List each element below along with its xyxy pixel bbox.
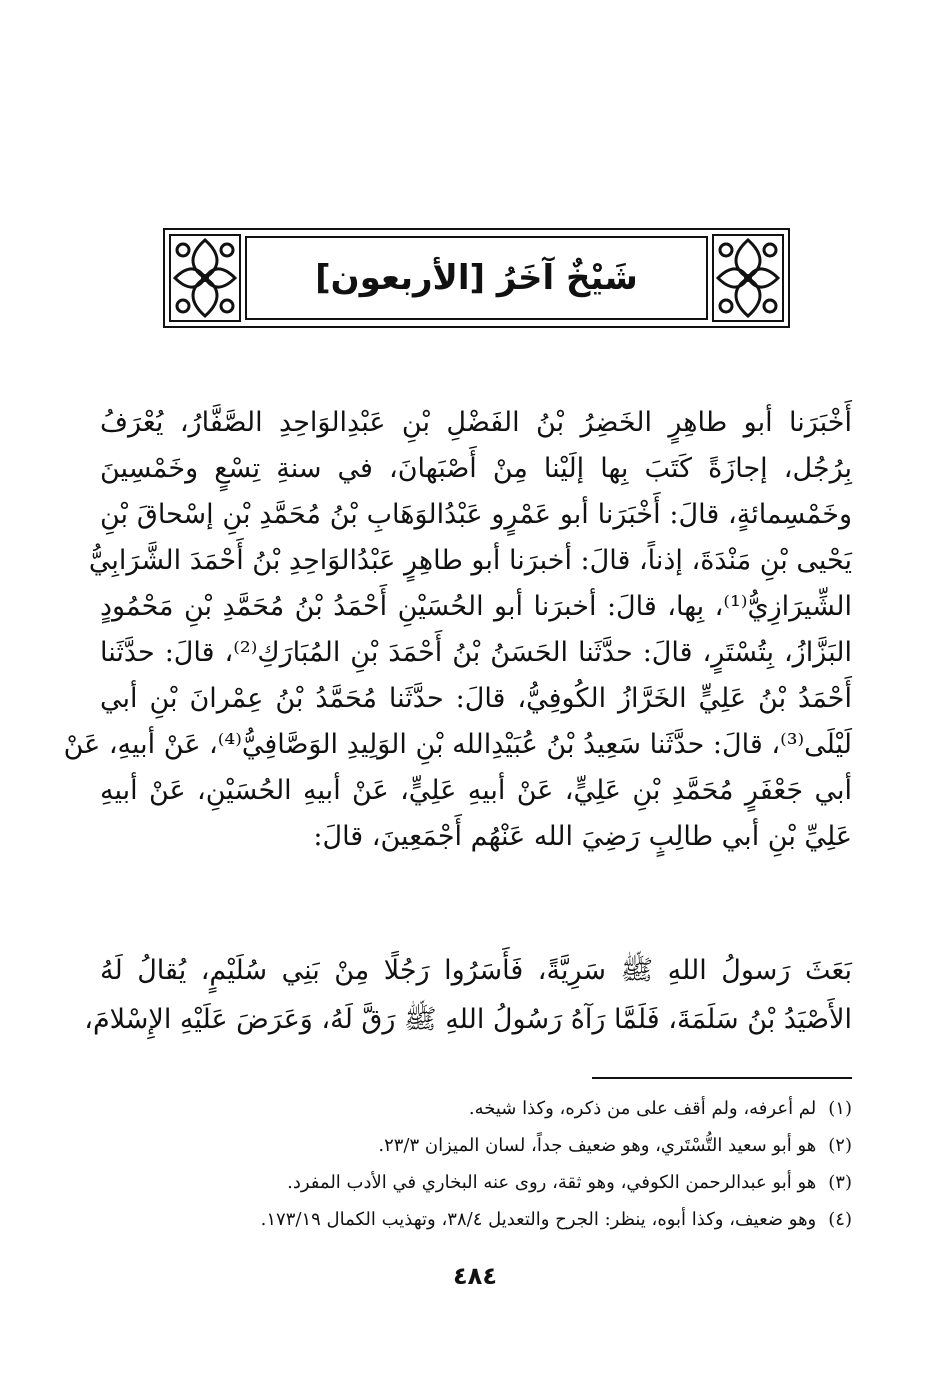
chapter-title: شَيْخٌ آخَرُ [الأربعون] bbox=[315, 258, 638, 298]
footnote bbox=[100, 1201, 852, 1238]
footnote-text: هو أبو سعيد التُّسْتَري، وهو ضعيف جداً، لسان الميزان ٢٣/٣. bbox=[378, 1135, 817, 1156]
text-line: الأَصْيَدُ بْنُ سَلَمَةَ، فَلَمَّا رَآهُ رَسُولُ اللهِ ﷺ رَقَّ لَهُ، وَعَرَضَ عَلَيْهِ الإِسْلامَ، bbox=[84, 1004, 852, 1035]
text-line: أَخْبَرَنا أبو طاهِرٍ الخَضِرُ بْنُ الفَضْلِ بْنِ عَبْدِالوَاحِدِ الصَّفَّارُ، يُعْرَفُ bbox=[100, 407, 852, 438]
footnote bbox=[100, 1164, 852, 1201]
footnote-number: (١) bbox=[828, 1098, 852, 1119]
footnote-number: (٢) bbox=[828, 1135, 852, 1156]
text-line: أَحْمَدُ بْنُ عَلِيٍّ الخَرَّازُ الكُوفِيُّ، قالَ: حدَّثَنا مُحَمَّدُ بْنُ عِمْرانَ بْنِ أبي bbox=[100, 683, 852, 714]
chapter-heading-inner-frame bbox=[245, 236, 708, 320]
footnote-number: (٣) bbox=[828, 1172, 852, 1193]
footnote-separator bbox=[592, 1077, 852, 1079]
text-line: لَيْلَى⁽³⁾، قالَ: حدَّثَنا سَعِيدُ بْنُ عُبَيْدِالله بْنِ الوَلِيدِ الوَصَّافِيُّ⁽⁴⁾، عَنْ أبيهِ، عَنْ bbox=[63, 729, 852, 760]
footnote-text: لم أعرفه، ولم أقف على من ذكره، وكذا شيخه. bbox=[468, 1098, 817, 1119]
page-number: ٤٨٤ bbox=[453, 1262, 497, 1290]
text-line: عَلِيِّ بْنِ أبي طالِبٍ رَضِيَ الله عَنْهُم أَجْمَعِينَ، قالَ: bbox=[313, 821, 852, 852]
text-line: البَزَّازُ، بِتُسْتَرٍ، قالَ: حدَّثَنا الحَسَنُ بْنُ أَحْمَدَ بْنِ المُبَارَكِ⁽²⁾، قالَ: حدَّثَنا bbox=[100, 637, 852, 668]
footnote-text: هو أبو عبدالرحمن الكوفي، وهو ثقة، روى عنه البخاري في الأدب المفرد. bbox=[287, 1172, 817, 1193]
footnotes bbox=[100, 1090, 852, 1238]
text-line: يَحْيى بْنِ مَنْدَةَ، إذناً، قالَ: أخبرَنا أبو طاهِرٍ عَبْدُالوَاحِدِ بْنُ أَحْمَدَ الشَّرَابِيُّ bbox=[88, 545, 852, 576]
hadith-paragraph bbox=[84, 946, 852, 1044]
text-line: الشِّيرَازِيُّ⁽¹⁾، بِها، قالَ: أخبرَنا أبو الحُسَيْنِ أَحْمَدُ بْنُ مُحَمَّدِ بْنِ مَحْمُودٍ bbox=[100, 591, 852, 622]
footnote bbox=[100, 1090, 852, 1127]
floral-ornament-icon bbox=[169, 234, 241, 322]
text-line: أبي جَعْفَرٍ مُحَمَّدِ بْنِ عَلِيٍّ، عَنْ أبيهِ عَلِيٍّ، عَنْ أبيهِ الحُسَيْنِ، عَنْ أبيهِ bbox=[100, 775, 852, 806]
footnote-text: وهو ضعيف، وكذا أبوه، ينظر: الجرح والتعديل ٣٨/٤، وتهذيب الكمال ١٧٣/١٩. bbox=[260, 1209, 817, 1230]
text-line: بَعَثَ رَسولُ اللهِ ﷺ سَرِيَّةً، فَأَسَرُوا رَجُلًا مِنْ بَنِي سُلَيْمٍ، يُقالُ لَهُ bbox=[100, 955, 852, 986]
text-line: وخَمْسِمائةٍ، قالَ: أَخْبَرَنا أبو عَمْرٍو عَبْدُالوَهَابِ بْنُ مُحَمَّدِ بْنِ إسْحاقَ بْنِ bbox=[100, 499, 852, 530]
isnad-paragraph bbox=[63, 400, 852, 860]
text-line: بِرُجُل، إجازَةً كَتَبَ بِها إلَيْنا مِنْ أَصْبَهانَ، في سنةِ تِسْعٍ وخَمْسِينَ bbox=[100, 453, 852, 484]
chapter-heading-frame bbox=[163, 228, 790, 328]
footnote-number: (٤) bbox=[828, 1209, 852, 1230]
floral-ornament-icon bbox=[712, 234, 784, 322]
footnote bbox=[100, 1127, 852, 1164]
